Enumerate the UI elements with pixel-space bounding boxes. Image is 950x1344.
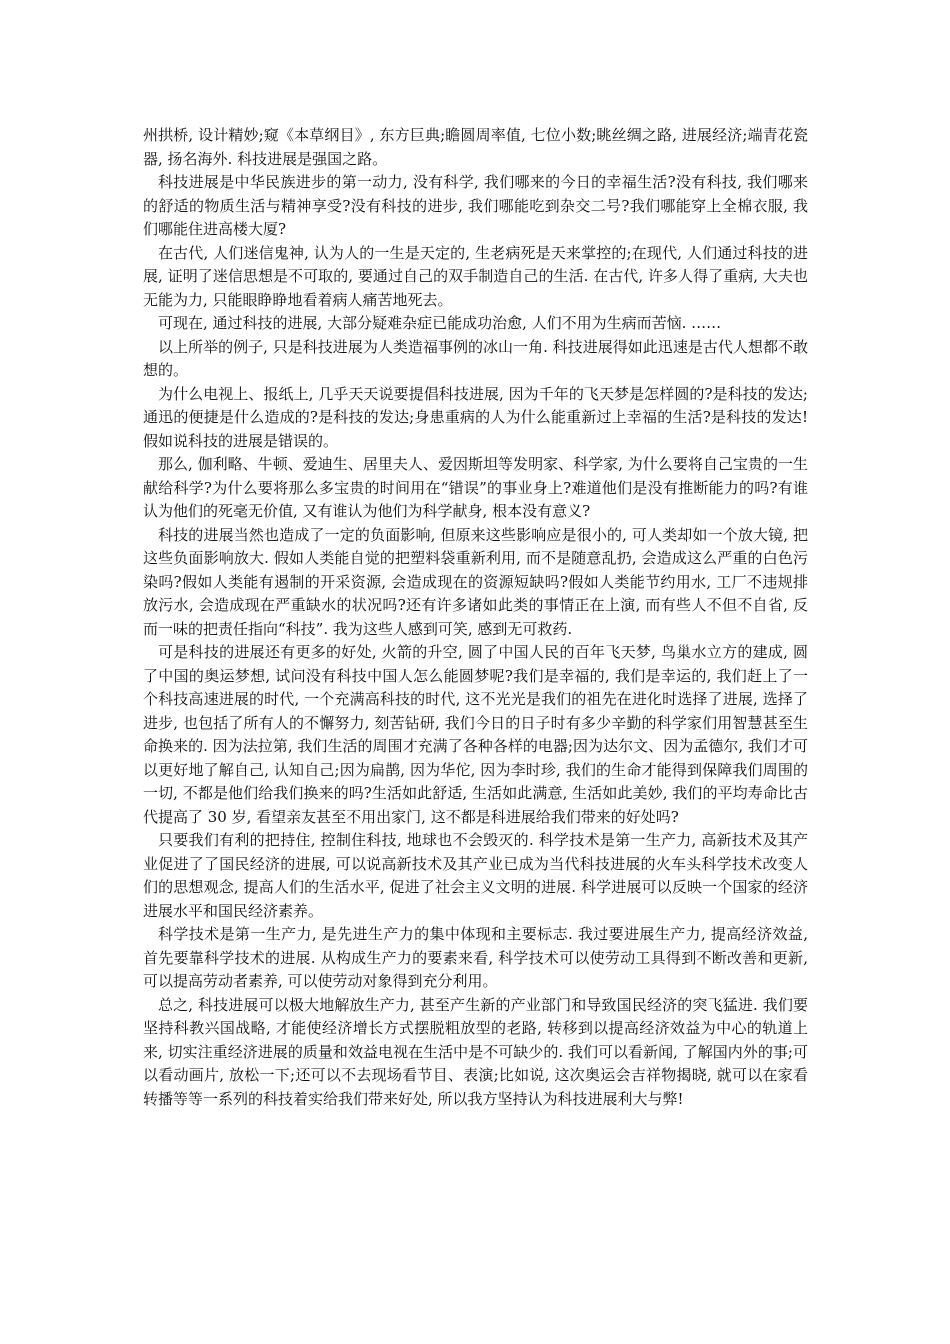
paragraph-10: 只要我们有利的把持住, 控制住科技, 地球也不会毁灭的. 科学技术是第一生产力, 高新技术及其产业促进了了国民经济的进展, 可以说高新技术及其产业已成为当代科技进展的火车头科学技术改变人们的思想观念, 提高人们的生活水平, 促进了社会主义文明的进展. 科学进展可以反映一个国家的经济进展水平和国民经济素养。 xyxy=(143,831,808,920)
paragraph-5: 以上所举的例子, 只是科技进展为人类造福事例的冰山一角. 科技进展得如此迅速是古代人想都不敢想的。 xyxy=(143,337,808,379)
paragraph-4: 可现在, 通过科技的进展, 大部分疑难杂症已能成功治愈, 人们不用为生病而苦恼. …… xyxy=(158,314,722,332)
paragraph-1: 州拱桥, 设计精妙;窥《本草纲目》, 东方巨典;瞻圆周率值, 七位小数;眺丝绸之路, 进展经济;端青花瓷器, 扬名海外. 科技进展是强国之路。 xyxy=(143,126,808,168)
paragraph-3: 在古代, 人们迷信鬼神, 认为人的一生是天定的, 生老病死是天来掌控的;在现代, 人们通过科技的进展, 证明了迷信思想是不可取的, 要通过自己的双手制造自己的生活. 在古代, 许多人得了重病, 大夫也无能为力, 只能眼睁睁地看着病人痛苦地死去。 xyxy=(143,243,808,309)
paragraph-6: 为什么电视上、报纸上, 几乎天天说要提倡科技进展, 因为千年的飞天梦是怎样圆的?是科技的发达;通迅的便捷是什么造成的?是科技的发达;身患重病的人为什么能重新过上幸福的生活?是科技的发达!假如说科技的进展是错误的。 xyxy=(143,384,808,450)
paragraph-9: 可是科技的进展还有更多的好处, 火箭的升空, 圆了中国人民的百年飞天梦, 鸟巢水立方的建成, 圆了中国的奥运梦想, 试问没有科技中国人怎么能圆梦呢?我们是幸福的, 我们是幸运的, 我们赶上了一个科技高速进展的时代, 一个充满高科技的时代, 这不光光是我们的祖先在进化时选择了进展, 选择了进步, 也包括了所有人的不懈努力, 刻苦钻研, 我们今日的日子时有多少辛勤的科学家们用智慧甚至生命换来的. 因为法拉第, 我们生活的周围才充满了各种各样的电器;因为达尔文、因为孟德尔, 我们才可以更好地了解自己, 认知自己;因为扁鹊, 因为华佗, 因为李时珍, 我们的生命才能得到保障我们周围的一切, 不都是他们给我们换来的吗?生活如此舒适, 生活如此满意, 生活如此美妙, 我们的平均寿命比古代提高了 30 岁, 看望亲友甚至不用出家门, 这不都是科进展给我们带来的好处吗? xyxy=(143,643,808,826)
paragraph-12: 总之, 科技进展可以极大地解放生产力, 甚至产生新的产业部门和导致国民经济的突飞猛进. 我们要坚持科教兴国战略, 才能使经济增长方式摆脱粗放型的老路, 转移到以提高经济效益为中心的轨道上来, 切实注重经济进展的质量和效益电视在生活中是不可缺少的. 我们可以看新闻, 了解国内外的事;可以看动画片, 放松一下;还可以不去现场看节目、表演;比如说, 这次奥运会吉祥物揭晓, 就可以在家看转播等等一系列的科技着实给我们带来好处, 所以我方坚持认为科技进展利大与弊! xyxy=(143,995,808,1108)
paragraph-2: 科技进展是中华民族进步的第一动力, 没有科学, 我们哪来的今日的幸福生活?没有科技, 我们哪来的舒适的物质生活与精神享受?没有科技的进步, 我们哪能吃到杂交二号?我们哪能穿上全棉衣服, 我们哪能住进高楼大厦? xyxy=(143,173,808,238)
paragraph-8: 科技的进展当然也造成了一定的负面影响, 但原来这些影响应是很小的, 可人类却如一个放大镜, 把这些负面影响放大. 假如人类能自觉的把塑料袋重新利用, 而不是随意乱扔, 会造成这么严重的白色污染吗?假如人类能有遏制的开采资源, 会造成现在的资源短缺吗?假如人类能节约用水, 工厂不违规排放污水, 会造成现在严重缺水的状况吗?还有许多诸如此类的事情正在上演, 而有些人不但不自省, 反而一味的把责任指向“科技”. 我为这些人感到可笑, 感到无可救药. xyxy=(143,525,808,638)
paragraph-7: 那么, 伽利略、牛顿、爱迪生、居里夫人、爱因斯坦等发明家、科学家, 为什么要将自己宝贵的一生献给科学?为什么要将那么多宝贵的时间用在“错误”的事业身上?难道他们是没有推断能力的吗?有谁认为他们的死毫无价值, 又有谁认为他们为科学献身, 根本没有意义? xyxy=(143,455,808,520)
document-body xyxy=(143,124,808,1111)
paragraph-11: 科学技术是第一生产力, 是先进生产力的集中体现和主要标志. 我过要进展生产力, 提高经济效益, 首先要靠科学技术的进展. 从构成生产力的要素来看, 科学技术可以使劳动工具得到不断改善和更新, 可以提高劳动者素养, 可以使劳动对象得到充分利用。 xyxy=(143,925,808,990)
